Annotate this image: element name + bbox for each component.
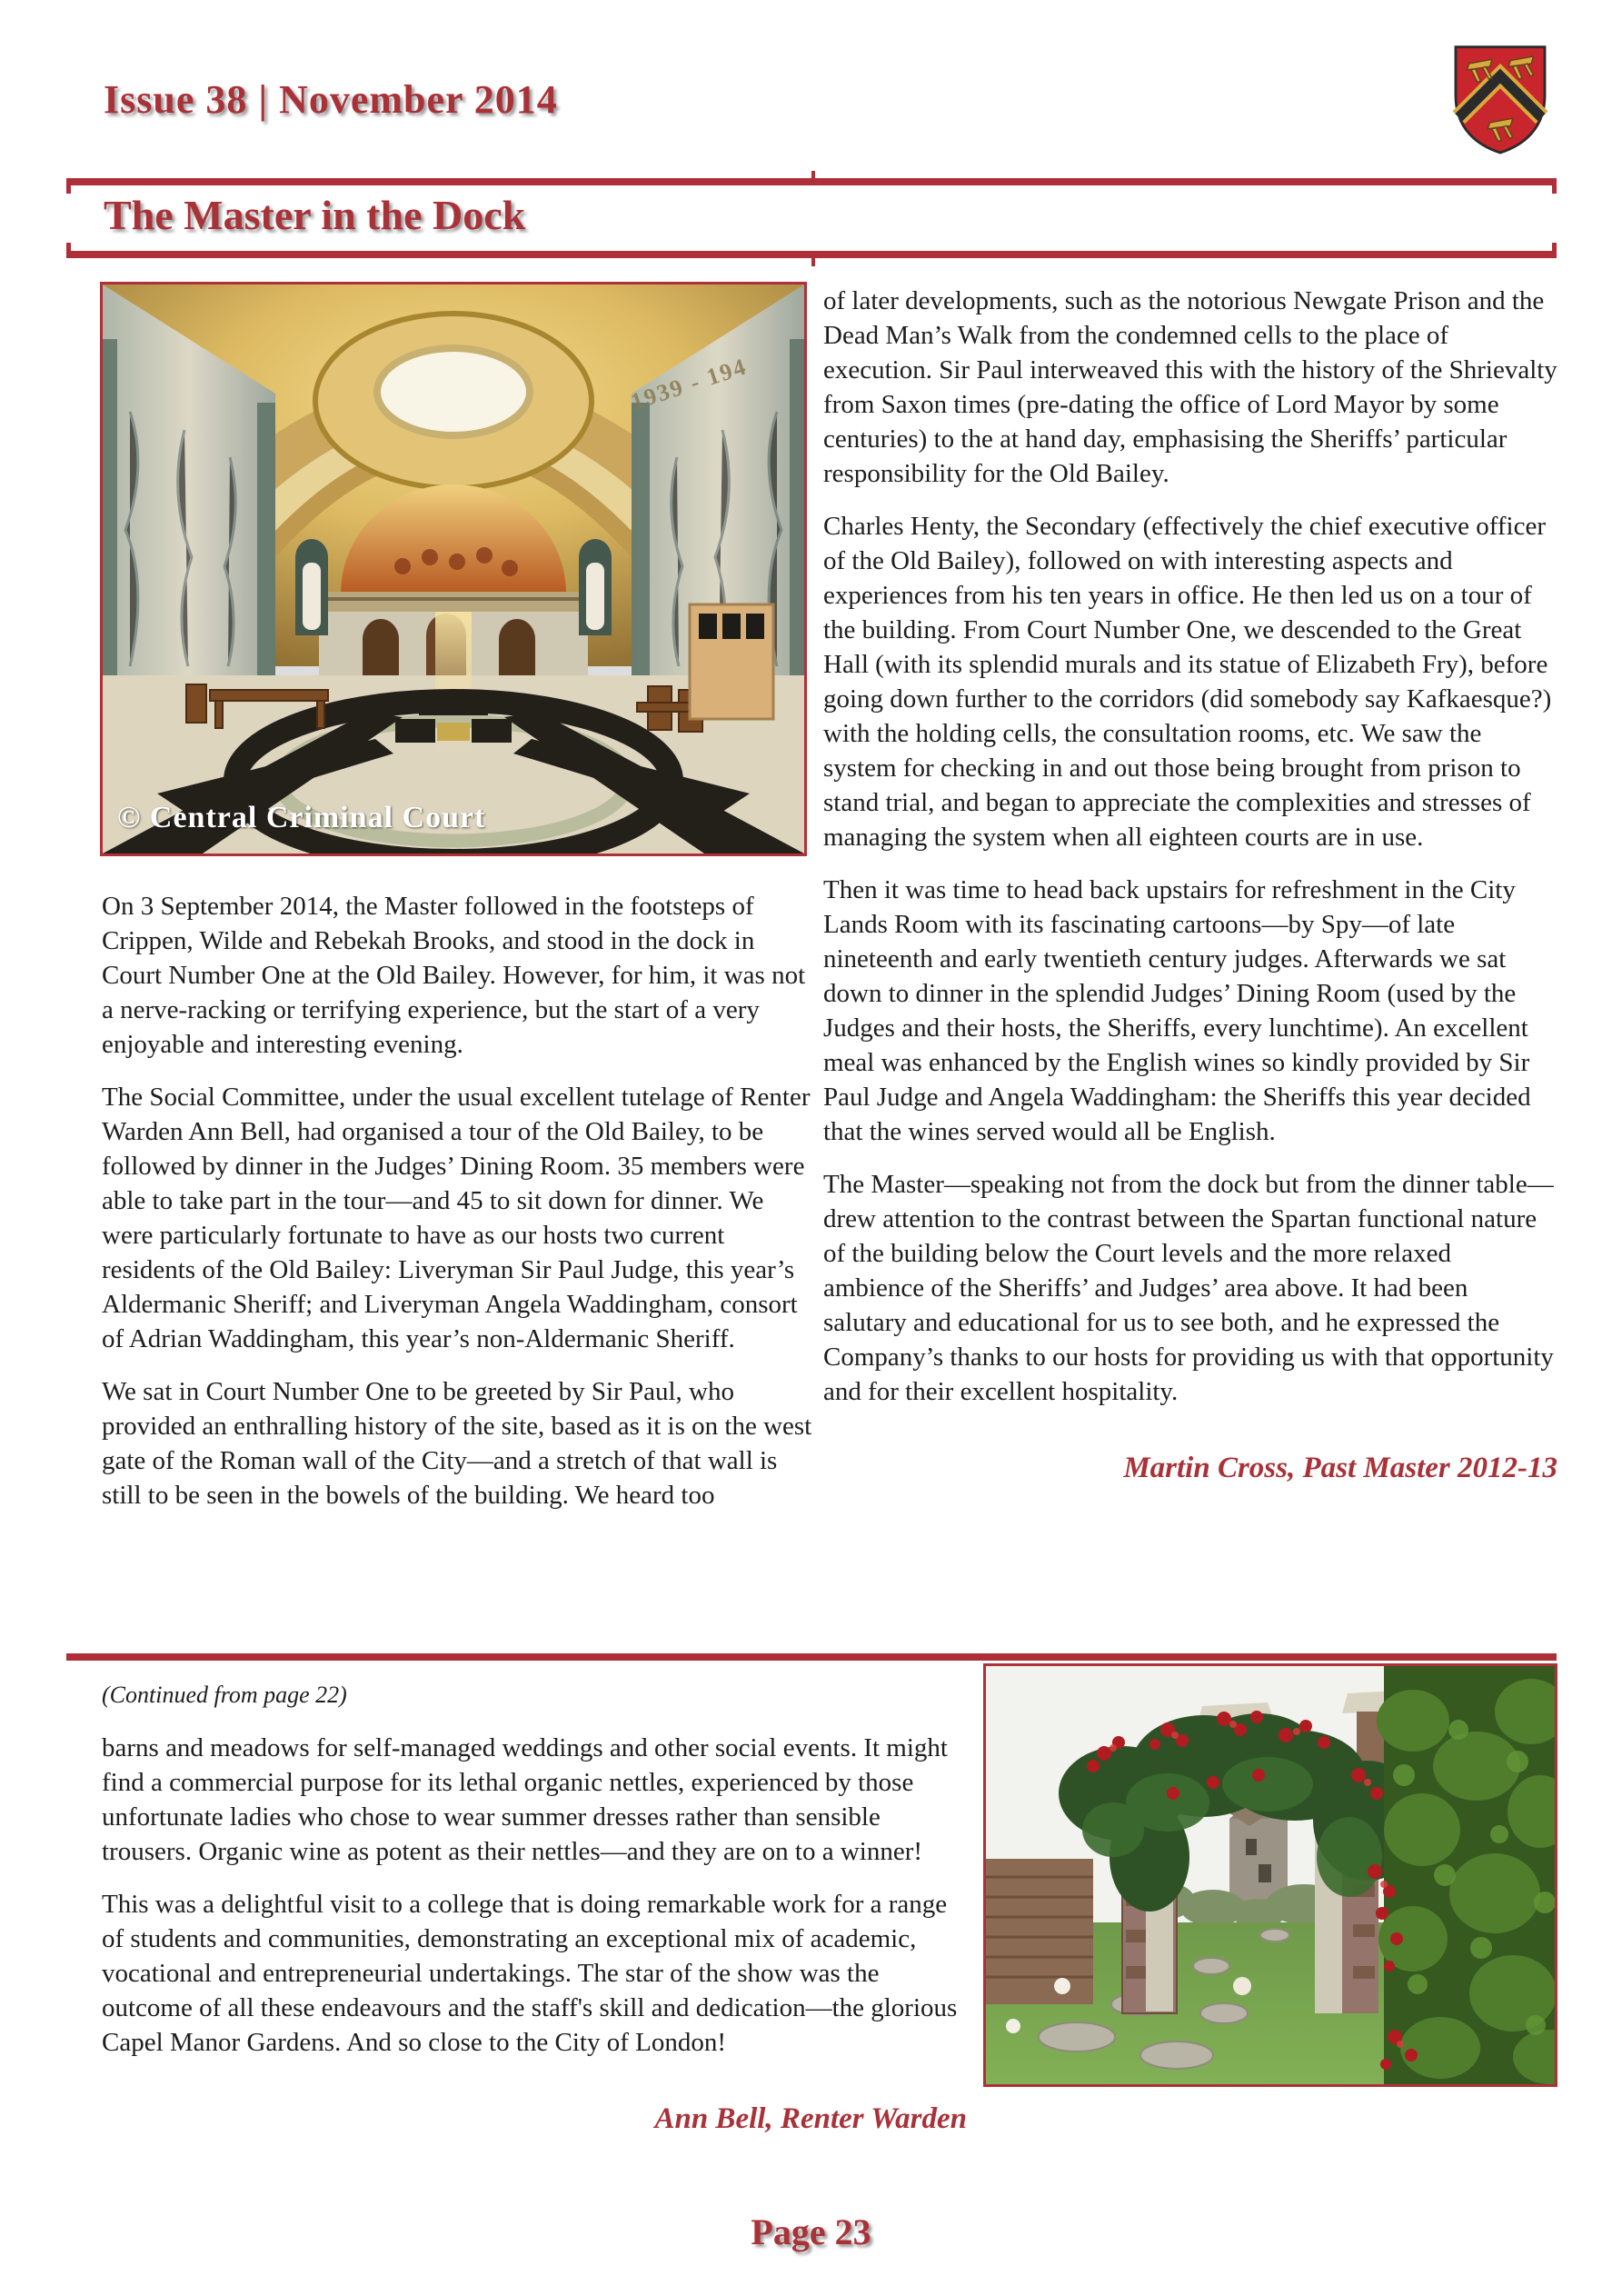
company-crest-shield-icon	[1448, 42, 1552, 151]
wall-inscription: 1939 - 194	[627, 353, 751, 415]
rule-tick	[66, 185, 71, 194]
title-rule-top	[66, 178, 1557, 185]
paragraph: On 3 September 2014, the Master followed in the footsteps of Crippen, Wilde and Rebekah Brooks, and stood in the dock in Court Number One at the Old Bailey. However, for him, it was not a nerve-racking or terrifying experience, but the start of a very enjoyable and interesting evening.	[102, 892, 806, 1059]
paragraph: barns and meadows for self-managed weddings and other social events. It might find a commercial purpose for its lethal organic nettles, experienced by those unfortunate ladies who chose to wear summer dresses rather than sensible trousers. Organic wine as potent as their nettles—and they are on to a winner!	[102, 1733, 948, 1866]
page-footer: Page 23	[751, 2211, 871, 2252]
continued-note: (Continued from page 22)	[102, 1682, 347, 1708]
garden-illustration	[986, 1666, 1555, 2084]
crest-svg	[1448, 42, 1552, 155]
title-rule-bottom	[66, 251, 1557, 258]
rule-tick	[1552, 243, 1557, 251]
paragraph: The Social Committee, under the usual excellent tutelage of Renter Warden Ann Bell, had organised a tour of the Old Bailey, to be followed by dinner in the Judges’ Dining Room. 35 members were able to take part in the tour—and 45 to sit down for dinner. We were particularly fortunate to have as our hosts two current residents of the Old Bailey: Liveryman Sir Paul Judge, this year’s Aldermanic Sheriff; and Liveryman Angela Waddingham, consort of Adrian Waddingham, this year’s non-Aldermanic Sheriff.	[102, 1083, 811, 1353]
article-divider	[66, 1653, 1557, 1661]
paragraph: Then it was time to head back upstairs for refreshment in the City Lands Room with its fascinating cartoons—by Spy—of late nineteenth and early twentieth century judges. Afterwards we sat down to dinner in the splendid Judges’ Dining Room (used by the Judges and their hosts, the Sheriffs, every lunchtime). An excellent meal was enhanced by the English wines so kindly provided by Sir Paul Judge and Angela Waddingham: the Sheriffs this year decided that the wines served would all be English.	[823, 875, 1531, 1146]
article-title: The Master in the Dock	[104, 192, 526, 238]
paragraph: The Master—speaking not from the dock but from the dinner table—drew attention to the contrast between the Spartan functional nature of the building below the Court levels and the more relaxed ambience of the Sheriffs’ and Judges’ area above. It had been salutary and educational for us to see both, and he expressed the Company’s thanks to our hosts for providing us with that opportunity and for their excellent hospitality.	[823, 1170, 1554, 1406]
paragraph: This was a delightful visit to a college that is doing remarkable work for a range of students and communities, demonstrating an exceptional mix of academic, vocational and entrepreneurial undertakings. The star of the show was the outcome of all these endeavours and the staff's skill and dedication—the glorious Capel Manor Gardens. And so close to the City of London!	[102, 1890, 958, 2057]
garden-photo	[983, 1663, 1557, 2087]
paragraph: We sat in Court Number One to be greeted by Sir Paul, who provided an enthralling history of the site, based as it is on the west gate of the Roman wall of the City—and a stretch of that wall is still to be seen in the bowels of the building. We heard too	[102, 1377, 812, 1510]
paragraph: Charles Henty, the Secondary (effectively the chief executive officer of the Old Bailey), followed on with interesting aspects and experiences from his ten years in office. He then led us on a tour of the building. From Court Number One, we descended to the Great Hall (with its splendid murals and its statue of Elizabeth Fry), before going down further to the corridors (did somebody say Kafkaesque?) with the holding cells, the consultation rooms, etc. We saw the system for checking in and out those being brought from prison to stand trial, and began to appreciate the complexities and stresses of managing the system when all eighteen courts are in use.	[823, 512, 1552, 852]
signature-ann-bell: Ann Bell, Renter Warden	[654, 2102, 967, 2135]
rule-tick	[811, 258, 815, 266]
paragraph: of later developments, such as the notorious Newgate Prison and the Dead Man’s Walk from the condemned cells to the place of execution. Sir Paul interweaved this with the history of the Shrievalty from Saxon times (pre-dating the office of Lord Mayor by some centuries) to the at hand day, emphasising the Sheriffs’ particular responsibility for the Old Bailey.	[823, 286, 1557, 488]
signature-martin-cross: Martin Cross, Past Master 2012-13	[1123, 1452, 1557, 1484]
rule-tick	[1552, 185, 1557, 194]
photo-caption: © Central Criminal Court	[117, 801, 486, 834]
issue-header: Issue 38 | November 2014	[104, 77, 558, 122]
rule-tick	[811, 171, 815, 178]
rule-tick	[66, 243, 71, 251]
column-right	[823, 284, 1557, 1485]
old-bailey-photo	[100, 282, 807, 856]
column-left	[102, 889, 812, 1531]
continued-article-text	[102, 1678, 967, 2136]
